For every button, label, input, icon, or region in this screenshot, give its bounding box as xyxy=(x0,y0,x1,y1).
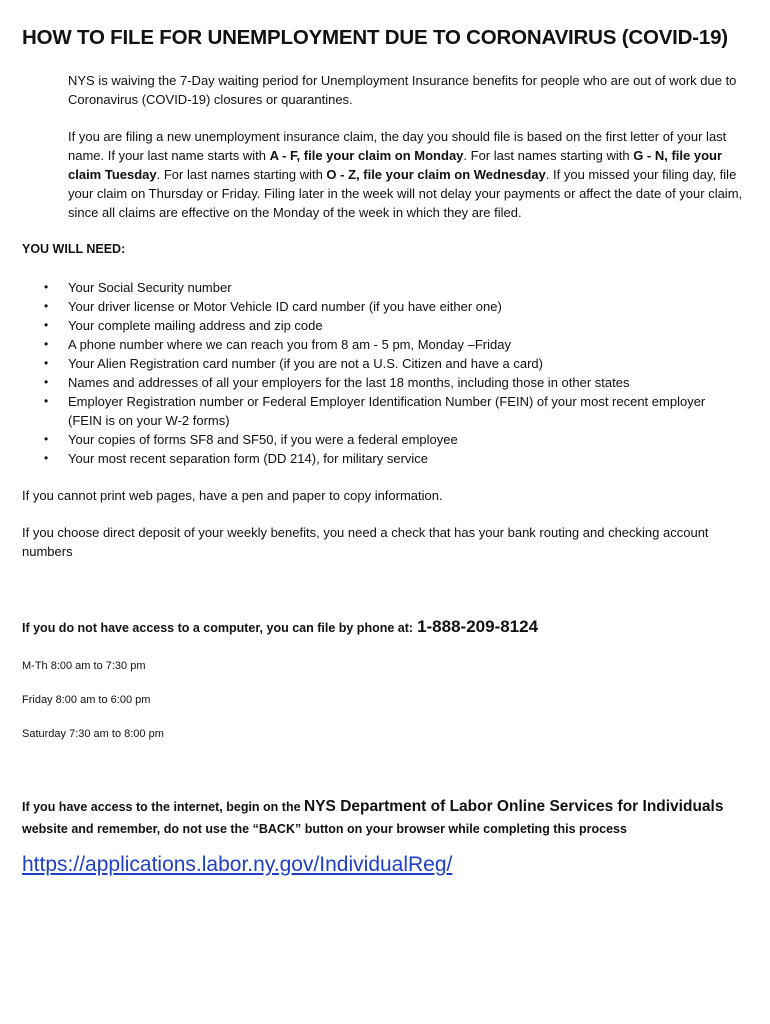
waiting-period-paragraph: NYS is waiving the 7-Day waiting period for Unemployment Insurance benefits for people who are out of work due to Coronavirus (COVID-19) closures or quarantines. xyxy=(68,73,737,107)
list-item xyxy=(22,430,732,449)
bullet-icon: • xyxy=(44,394,49,408)
bullet-icon: • xyxy=(44,337,49,351)
list-item xyxy=(22,316,732,335)
filing-day-text-4: . If you missed your filing day, file your claim on Thursday or Friday. Filing later in the week will not delay your payments or affect the date of your claim, since all claims are effective on the Monday of the week in which they are filed. xyxy=(68,167,743,220)
list-item-text: Your copies of forms SF8 and SF50, if you were a federal employee xyxy=(68,432,458,447)
list-item xyxy=(22,297,732,316)
bullet-icon: • xyxy=(44,451,49,465)
list-item-text: Employer Registration number or Federal Employer Identification Number (FEIN) of your most recent employer (FEIN is on your W-2 forms) xyxy=(68,394,706,428)
hours-weekdays: M-Th 8:00 am to 7:30 pm xyxy=(22,660,146,672)
list-item-text: Your Alien Registration card number (if you are not a U.S. Citizen and have a card) xyxy=(68,356,543,371)
list-item xyxy=(22,392,732,430)
print-paragraph: If you cannot print web pages, have a pen and paper to copy information. xyxy=(22,488,443,503)
filing-day-text-3: . For last names starting with xyxy=(156,167,327,182)
filing-day-paragraph xyxy=(68,127,748,222)
list-item-text: A phone number where we can reach you from 8 am - 5 pm, Monday –Friday xyxy=(68,337,511,352)
bullet-icon: • xyxy=(44,356,49,370)
filing-day-text-2: . For last names starting with xyxy=(463,148,634,163)
requirements-list xyxy=(22,278,732,468)
filing-day-g-n: G - N, file your claim Tuesday xyxy=(68,148,723,182)
bullet-icon: • xyxy=(44,318,49,332)
filing-day-a-f: A - F, file your claim on Monday xyxy=(269,148,464,163)
phone-number: 1-888-209-8124 xyxy=(417,617,539,636)
filing-day-text-1: If you are filing a new unemployment insurance claim, the day you should file is based on the first letter of your last name. If your last name starts with xyxy=(68,129,727,163)
list-item xyxy=(22,373,732,392)
list-item-text: Your Social Security number xyxy=(68,280,232,295)
list-item-text: Names and addresses of all your employers for the last 18 months, including those in other states xyxy=(68,375,630,390)
list-item xyxy=(22,335,732,354)
list-item-text: Your complete mailing address and zip code xyxy=(68,318,323,333)
hours-friday: Friday 8:00 am to 6:00 pm xyxy=(22,694,151,706)
bullet-icon: • xyxy=(44,432,49,446)
internet-filing-paragraph xyxy=(22,796,752,840)
direct-deposit-paragraph: If you choose direct deposit of your weekly benefits, you need a check that has your bank routing and checking account numbers xyxy=(22,525,709,559)
department-name: NYS Department of Labor Online Services for Individuals xyxy=(304,798,724,815)
registration-link[interactable]: https://applications.labor.ny.gov/IndividualReg/ xyxy=(22,853,453,876)
bullet-icon: • xyxy=(44,299,49,313)
list-item xyxy=(22,449,732,468)
internet-filing-text-2: website and remember, do not use the “BACK” button on your browser while completing this process xyxy=(22,822,627,836)
list-item xyxy=(22,354,732,373)
bullet-icon: • xyxy=(44,280,49,294)
you-will-need-heading: YOU WILL NEED: xyxy=(22,242,126,256)
list-item-text: Your most recent separation form (DD 214), for military service xyxy=(68,451,429,466)
phone-filing-text: If you do not have access to a computer, you can file by phone at: xyxy=(22,621,414,635)
list-item-text: Your driver license or Motor Vehicle ID card number (if you have either one) xyxy=(68,299,502,314)
bullet-icon: • xyxy=(44,375,49,389)
filing-day-o-z: O - Z, file your claim on Wednesday xyxy=(326,167,546,182)
phone-filing-line xyxy=(22,617,538,637)
hours-saturday: Saturday 7:30 am to 8:00 pm xyxy=(22,728,164,740)
document-title: HOW TO FILE FOR UNEMPLOYMENT DUE TO CORONAVIRUS (COVID-19) xyxy=(22,26,728,49)
internet-filing-text-1: If you have access to the internet, begin on the xyxy=(22,800,305,814)
list-item xyxy=(22,278,732,297)
